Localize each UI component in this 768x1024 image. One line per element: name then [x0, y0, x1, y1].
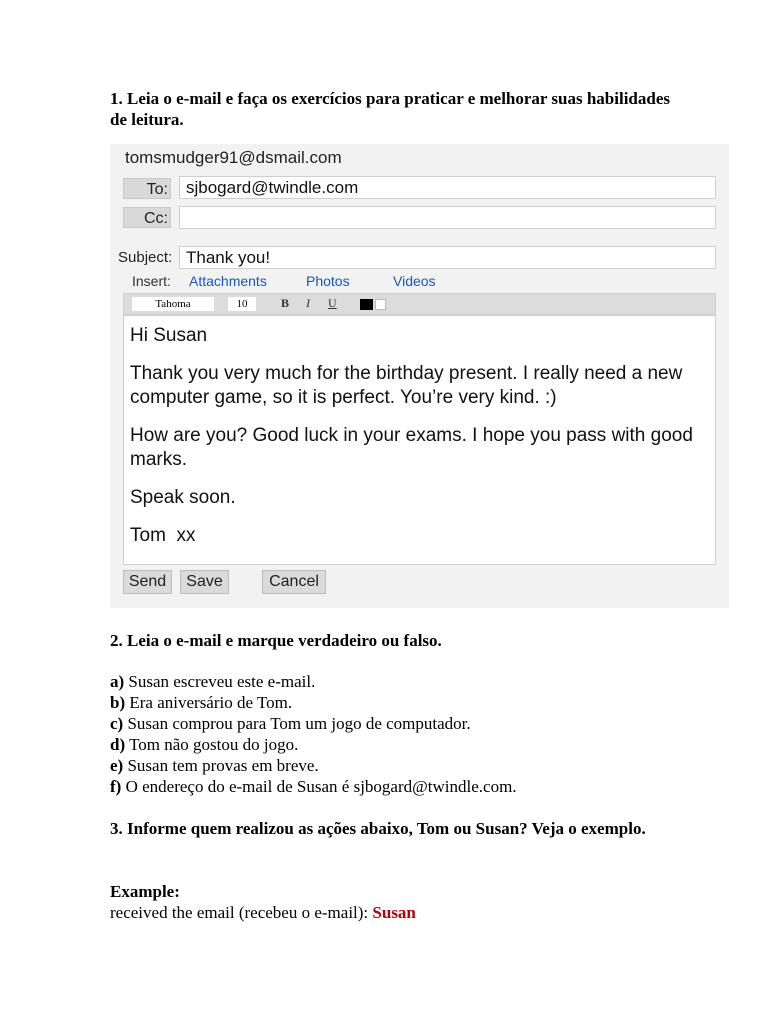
body-closing: Speak soon.	[130, 487, 236, 508]
font-size-select[interactable]: 10	[228, 297, 256, 311]
list-item: a) Susan escreveu este e-mail.	[110, 672, 316, 691]
to-button[interactable]: To:	[123, 178, 171, 199]
to-field[interactable]: sjbogard@twindle.com	[179, 176, 716, 199]
body-greeting: Hi Susan	[130, 325, 208, 346]
example-block	[110, 881, 416, 923]
body-paragraph-2: How are you? Good luck in your exams. I hope you pass with good marks.	[130, 425, 693, 470]
font-select[interactable]: Tahoma	[132, 297, 214, 311]
videos-link[interactable]: Videos	[393, 273, 436, 289]
format-toolbar	[123, 293, 716, 315]
list-item: c) Susan comprou para Tom um jogo de computador.	[110, 714, 471, 733]
send-button[interactable]: Send	[123, 570, 172, 594]
attachments-link[interactable]: Attachments	[189, 273, 267, 289]
example-text: received the email (recebeu o e-mail):	[110, 903, 373, 922]
insert-label: Insert:	[132, 273, 171, 289]
subject-label: Subject:	[118, 249, 173, 266]
bold-button[interactable]: B	[281, 296, 290, 310]
body-signature: Tom xx	[130, 525, 196, 546]
save-button[interactable]: Save	[180, 570, 229, 594]
example-title: Example:	[110, 882, 180, 901]
email-body[interactable]	[123, 315, 716, 565]
subject-field[interactable]: Thank you!	[179, 246, 716, 269]
question-2-heading: 2. Leia o e-mail e marque verdadeiro ou falso.	[110, 631, 442, 650]
photos-link[interactable]: Photos	[306, 273, 350, 289]
italic-button[interactable]: I	[306, 296, 310, 310]
list-item: b) Era aniversário de Tom.	[110, 693, 293, 712]
from-address: tomsmudger91@dsmail.com	[125, 148, 342, 167]
insert-row	[132, 273, 436, 289]
body-paragraph-1: Thank you very much for the birthday present. I really need a new computer game, so it is perfect. You’re very kind. :)	[130, 363, 683, 408]
cancel-button[interactable]: Cancel	[262, 570, 326, 594]
example-line	[110, 902, 416, 923]
background-color-swatch-icon[interactable]	[375, 299, 386, 310]
example-answer: Susan	[372, 903, 416, 922]
true-false-list	[110, 671, 517, 797]
list-item: f) O endereço do e-mail de Susan é sjbogard@twindle.com.	[110, 777, 517, 796]
cc-button[interactable]: Cc:	[123, 207, 171, 228]
email-compose-window	[110, 144, 729, 608]
underline-button[interactable]: U	[328, 296, 337, 310]
list-item: d) Tom não gostou do jogo.	[110, 735, 299, 754]
cc-field[interactable]	[179, 206, 716, 229]
list-item: e) Susan tem provas em breve.	[110, 756, 319, 775]
question-1-heading: 1. Leia o e-mail e faça os exercícios para praticar e melhorar suas habilidades de leitura.	[110, 89, 670, 129]
question-3-heading: 3. Informe quem realizou as ações abaixo, Tom ou Susan? Veja o exemplo.	[110, 819, 646, 838]
text-color-swatch-icon[interactable]	[360, 299, 373, 310]
